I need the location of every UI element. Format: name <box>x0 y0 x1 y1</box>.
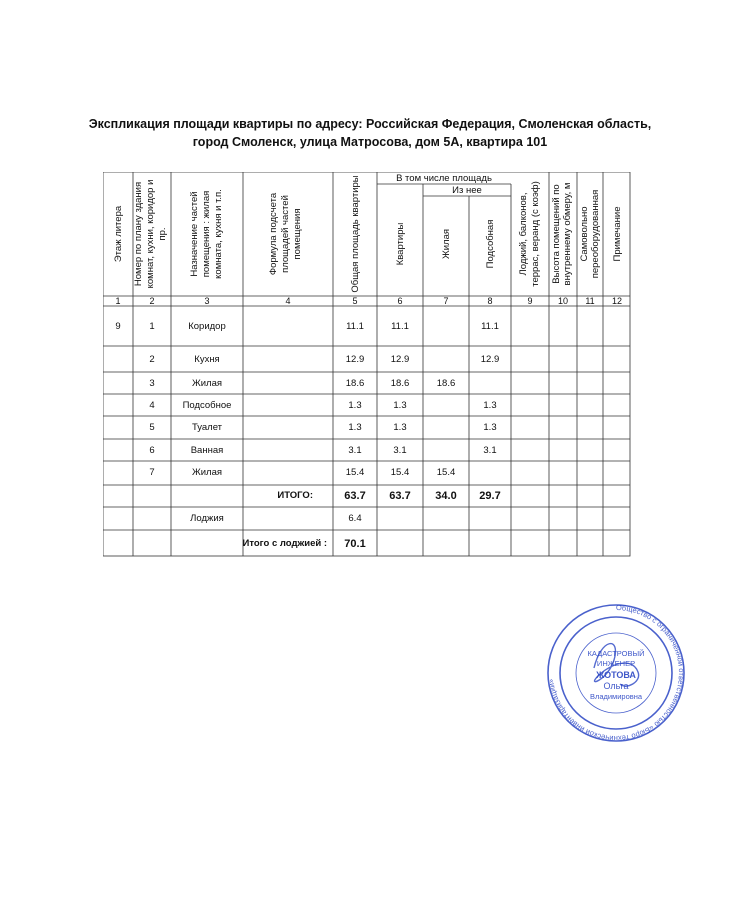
cell-total-area: 3.1 <box>348 445 362 456</box>
header-note: Примечание <box>612 206 623 262</box>
cell-total-area: 15.4 <box>345 467 365 478</box>
document-title <box>60 115 680 151</box>
cell-room-number: 5 <box>149 422 155 433</box>
header-plan-number-3: пр. <box>157 227 168 241</box>
col-number: 9 <box>527 296 533 306</box>
cell-room-name: Кухня <box>194 354 220 365</box>
grand-total-label: Итого с лоджией : <box>242 538 327 549</box>
table-row <box>115 321 499 332</box>
loggia-area: 6.4 <box>348 513 362 524</box>
grand-total-area: 70.1 <box>344 538 366 550</box>
title-line-2: город Смоленск, улица Матросова, дом 5А, квартира 101 <box>192 135 548 149</box>
cell-aux-area: 3.1 <box>483 445 497 456</box>
cell-aux-area: 1.3 <box>483 422 497 433</box>
totals-living-area: 34.0 <box>435 490 457 502</box>
stamp-line-5: Владимировна <box>589 692 643 701</box>
cell-total-area: 12.9 <box>345 354 365 365</box>
cell-room-number: 4 <box>149 400 155 411</box>
totals-flat-area: 63.7 <box>389 490 411 502</box>
cell-room-name: Подсобное <box>182 400 232 411</box>
grand-total-row <box>243 538 366 550</box>
col-number: 5 <box>352 296 358 306</box>
cell-room-name: Ванная <box>190 445 224 456</box>
cell-living-area: 18.6 <box>436 378 456 389</box>
cell-flat-area: 11.1 <box>391 321 409 332</box>
header-formula-2: площадей частей <box>280 195 291 273</box>
cell-room-number: 1 <box>149 321 155 332</box>
title-line-1: Экспликация площади квартиры по адресу: Российская Федерация, Смоленская область, <box>88 117 652 131</box>
stamp-ring-text: Общество с ограниченной ответственностью «Бюро технической инвентаризации» <box>546 602 686 744</box>
cell-room-number: 3 <box>149 378 155 389</box>
header-loggia-1: Лоджий, балконов, <box>518 192 529 276</box>
table-row <box>149 354 499 365</box>
stamp-line-3: ЖОТОВА <box>596 670 636 680</box>
cell-room-number: 6 <box>149 445 155 456</box>
header-height-2: внутреннему обмеру, м <box>562 182 573 286</box>
col-number: 1 <box>115 296 121 306</box>
loggia-name: Лоджия <box>190 513 224 524</box>
header-group-including: В том числе площадь <box>396 173 492 184</box>
col-number: 8 <box>487 296 493 306</box>
col-number: 3 <box>204 296 210 306</box>
cell-room-name: Туалет <box>191 422 223 433</box>
totals-aux-area: 29.7 <box>479 490 501 502</box>
col-number: 12 <box>611 296 623 306</box>
cell-flat-area: 18.6 <box>390 378 410 389</box>
col-number: 6 <box>397 296 403 306</box>
cell-room-number: 7 <box>149 467 155 478</box>
totals-total-area: 63.7 <box>344 490 366 502</box>
col-number: 10 <box>557 296 569 306</box>
cell-flat-area: 3.1 <box>393 445 407 456</box>
table-row <box>149 378 455 389</box>
header-formula-3: помещения <box>292 208 303 260</box>
col-number: 7 <box>443 296 449 306</box>
header-plan-number-1: Номер по плану здания <box>133 181 144 287</box>
cell-floor: 9 <box>115 321 121 332</box>
header-purpose-2: помещения : жилая <box>201 190 212 278</box>
header-auxiliary: Подсобная <box>485 219 496 269</box>
cell-living-area: 15.4 <box>436 467 456 478</box>
cell-total-area: 11.1 <box>346 321 364 332</box>
explication-table <box>103 172 633 558</box>
cell-aux-area: 11.1 <box>481 321 499 332</box>
header-unauthorized-2: переоборудованная <box>590 189 601 279</box>
col-number: 11 <box>585 296 595 306</box>
header-formula-1: Формула подсчета <box>268 192 279 276</box>
cell-total-area: 18.6 <box>345 378 365 389</box>
header-height-1: Высота помещений по <box>551 184 562 284</box>
cell-room-name: Жилая <box>191 467 223 478</box>
col-number: 4 <box>285 296 291 306</box>
totals-label: ИТОГО: <box>277 490 313 501</box>
header-unauthorized-1: Самовольно <box>579 206 590 262</box>
header-living: Жилая <box>441 228 452 260</box>
header-floor: Этаж литера <box>113 205 124 263</box>
stamp-line-2: ИНЖЕНЕР <box>596 659 636 668</box>
cell-flat-area: 1.3 <box>393 400 407 411</box>
header-flat: Квартиры <box>395 222 406 266</box>
cell-flat-area: 15.4 <box>390 467 410 478</box>
seal-stamp <box>546 598 686 748</box>
cell-aux-area: 1.3 <box>483 400 497 411</box>
cell-room-name: Жилая <box>191 378 223 389</box>
table-row <box>149 422 496 433</box>
col-number: 2 <box>149 296 155 306</box>
header-subgroup-of-which: Из нее <box>452 185 482 196</box>
cell-flat-area: 12.9 <box>390 354 410 365</box>
table-row <box>149 445 496 456</box>
table-row <box>149 467 455 478</box>
stamp-line-4: Ольга <box>603 681 629 691</box>
cell-room-name: Коридор <box>188 321 226 332</box>
cell-total-area: 1.3 <box>348 400 362 411</box>
cell-aux-area: 12.9 <box>480 354 500 365</box>
cell-room-number: 2 <box>149 354 155 365</box>
table-row <box>149 400 496 411</box>
header-purpose-3: комната, кухня и т.п. <box>213 189 224 279</box>
totals-row <box>277 490 500 502</box>
cell-total-area: 1.3 <box>348 422 362 433</box>
cell-flat-area: 1.3 <box>393 422 407 433</box>
loggia-row <box>190 513 361 524</box>
header-total-area: Общая площадь квартиры <box>350 175 361 293</box>
header-plan-number-2: комнат, кухни, коридор и <box>145 179 156 289</box>
stamp-line-1: КАДАСТРОВЫЙ <box>587 649 645 658</box>
header-purpose-1: Назначение частей <box>189 191 200 277</box>
header-loggia-2: террас, веранд (с коэф) <box>530 181 541 287</box>
